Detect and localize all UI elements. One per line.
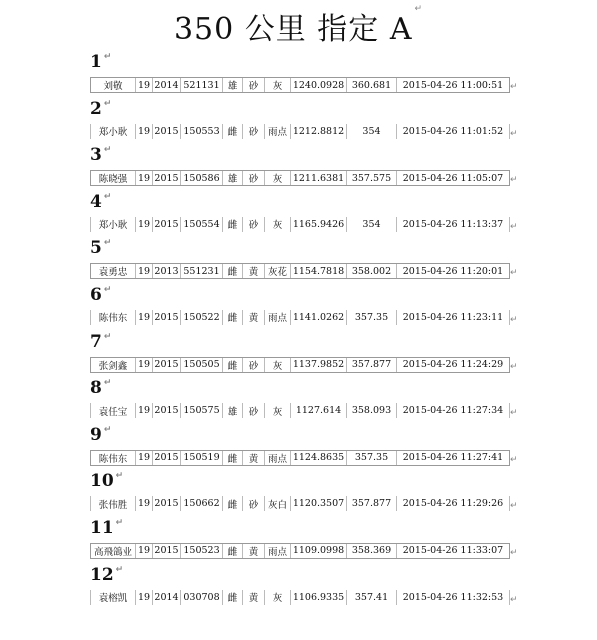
record-entry	[0, 376, 597, 423]
rank-number: 11	[90, 517, 114, 538]
table-cell: 150586	[181, 171, 223, 185]
paragraph-mark-icon: ↵	[103, 52, 112, 62]
table-cell: 2014	[153, 78, 181, 92]
table-cell: 357.877	[347, 496, 397, 511]
table-cell: 灰	[265, 590, 291, 605]
table-cell: 刘敬	[91, 78, 136, 92]
rank-heading	[90, 99, 111, 119]
paragraph-mark-icon: ↵	[510, 408, 518, 419]
table-cell: 灰	[265, 403, 291, 418]
table-cell: 19	[136, 358, 153, 372]
table-cell: 551231	[181, 264, 223, 278]
paragraph-mark-icon: ↵	[510, 361, 518, 372]
paragraph-mark-icon: ↵	[510, 594, 518, 605]
rank-number: 10	[90, 471, 114, 492]
table-cell: 陈晓强	[91, 171, 136, 185]
table-cell: 砂	[243, 496, 265, 511]
rank-number: 6	[90, 284, 102, 305]
document-title-text: 350 公里 指定 A	[173, 12, 413, 47]
table-row	[90, 170, 510, 186]
table-cell: 19	[136, 403, 153, 418]
table-cell: 2015-04-26 11:29:26	[402, 498, 504, 510]
table-cell: 雄	[223, 78, 243, 92]
table-cell: 19	[136, 171, 153, 185]
document-title	[0, 4, 597, 48]
table-cell: 150505	[181, 358, 223, 372]
table-cell: 2015-04-26 11:27:34	[402, 405, 504, 417]
table-cell: 2015	[153, 544, 181, 558]
table-cell: 19	[136, 544, 153, 558]
table-cell: 灰白	[265, 496, 291, 511]
table-cell: 1165.9426	[291, 217, 347, 232]
table-cell: 2013	[153, 264, 181, 278]
rank-number: 2	[90, 98, 102, 119]
table-cell: 砂	[243, 358, 265, 372]
table-cell: 030708	[181, 590, 223, 605]
table-cell: 雨点	[265, 451, 291, 465]
table-cell: 19	[136, 590, 153, 605]
table-cell: 360.681	[347, 78, 397, 92]
table-cell: 1212.8812	[291, 124, 347, 139]
table-cell: 雄	[223, 403, 243, 418]
table-cell: 郑小耿	[91, 217, 136, 232]
table-cell: 19	[136, 217, 153, 232]
record-entry	[0, 469, 597, 516]
table-cell: 358.002	[347, 264, 397, 278]
record-entry	[0, 516, 597, 563]
table-cell: 1137.9852	[291, 358, 347, 372]
table-cell: 黄	[243, 590, 265, 605]
table-cell: 1141.0262	[291, 310, 347, 325]
table-cell: 2015-04-26 11:01:52	[402, 125, 504, 137]
table-row	[90, 357, 510, 373]
rank-heading	[90, 332, 111, 352]
table-cell: 2015	[153, 310, 181, 325]
table-cell: 521131	[181, 78, 223, 92]
table-cell: 358.093	[347, 403, 397, 418]
table-cell: 2015-04-26 11:05:07	[402, 172, 504, 184]
rank-heading	[90, 378, 111, 398]
table-cell: 砂	[243, 171, 265, 185]
table-cell: 2015-04-26 11:20:01	[402, 265, 504, 277]
table-cell: 150522	[181, 310, 223, 325]
table-cell: 1124.8635	[291, 451, 347, 465]
table-cell: 砂	[243, 124, 265, 139]
table-row	[90, 310, 510, 325]
paragraph-mark-icon: ↵	[103, 331, 112, 342]
table-cell: 黄	[243, 451, 265, 465]
table-cell: 灰花	[265, 264, 291, 278]
paragraph-mark-icon: ↵	[510, 268, 518, 279]
table-cell: 雌	[223, 544, 243, 558]
rank-number: 4	[90, 191, 102, 212]
table-cell: 150662	[181, 496, 223, 511]
paragraph-mark-icon: ↵	[510, 501, 518, 512]
paragraph-mark-icon: ↵	[510, 175, 518, 186]
rank-number: 7	[90, 331, 102, 352]
table-cell: 雌	[223, 264, 243, 278]
paragraph-mark-icon: ↵	[115, 471, 124, 482]
rank-heading	[90, 192, 111, 212]
table-cell: 雄	[223, 171, 243, 185]
table-cell: 雌	[223, 358, 243, 372]
rank-number: 1	[90, 52, 102, 72]
table-cell: 2015-04-26 11:32:53	[402, 591, 504, 603]
table-cell: 张剑鑫	[91, 358, 136, 372]
rank-heading	[90, 471, 123, 491]
table-cell: 1127.614	[291, 403, 347, 418]
table-cell: 2015-04-26 11:33:07	[402, 545, 504, 557]
paragraph-mark-icon: ↵	[115, 517, 124, 528]
table-cell: 郑小耿	[91, 124, 136, 139]
paragraph-mark-icon: ↵	[103, 284, 112, 295]
table-cell: 砂	[243, 217, 265, 232]
table-cell: 2015	[153, 217, 181, 232]
paragraph-mark-icon: ↵	[103, 145, 112, 156]
paragraph-mark-icon: ↵	[510, 82, 518, 92]
record-entry	[0, 330, 597, 377]
table-cell: 1211.6381	[291, 171, 347, 185]
rank-number: 12	[90, 564, 114, 585]
table-cell: 雌	[223, 310, 243, 325]
paragraph-mark-icon: ↵	[103, 424, 112, 435]
table-cell: 150519	[181, 451, 223, 465]
table-cell: 2015	[153, 358, 181, 372]
rank-heading	[90, 285, 111, 305]
paragraph-mark-icon: ↵	[510, 454, 518, 465]
table-cell: 357.35	[347, 310, 397, 325]
paragraph-mark-icon: ↵	[510, 314, 518, 325]
table-cell: 19	[136, 78, 153, 92]
table-cell: 2015-04-26 11:27:41	[402, 452, 504, 464]
table-row	[90, 543, 510, 559]
table-cell: 雌	[223, 124, 243, 139]
table-row	[90, 590, 510, 605]
table-cell: 2015	[153, 124, 181, 139]
table-cell: 1109.0998	[291, 544, 347, 558]
table-cell: 雨点	[265, 310, 291, 325]
table-cell: 357.575	[347, 171, 397, 185]
table-cell: 357.41	[347, 590, 397, 605]
table-row	[90, 217, 510, 232]
table-cell: 357.877	[347, 358, 397, 372]
table-cell: 黄	[243, 544, 265, 558]
table-row	[90, 496, 510, 511]
paragraph-mark-icon: ↵	[103, 378, 112, 389]
rank-heading	[90, 145, 111, 165]
table-cell: 砂	[243, 403, 265, 418]
table-row	[90, 403, 510, 418]
table-row	[90, 77, 510, 93]
table-cell: 1154.7818	[291, 264, 347, 278]
table-cell: 雨点	[265, 124, 291, 139]
table-cell: 19	[136, 451, 153, 465]
rank-number: 8	[90, 378, 102, 399]
table-cell: 黄	[243, 310, 265, 325]
table-cell: 2014	[153, 590, 181, 605]
record-entry	[0, 423, 597, 470]
table-cell: 黄	[243, 264, 265, 278]
table-cell: 2015-04-26 11:24:29	[402, 359, 504, 371]
table-cell: 雌	[223, 496, 243, 511]
table-cell: 150554	[181, 217, 223, 232]
table-cell: 19	[136, 310, 153, 325]
table-cell: 陈伟东	[91, 451, 136, 465]
record-entry	[0, 283, 597, 330]
table-cell: 2015	[153, 496, 181, 511]
rank-number: 5	[90, 238, 102, 259]
table-cell: 150523	[181, 544, 223, 558]
table-cell: 灰	[265, 217, 291, 232]
table-cell: 19	[136, 124, 153, 139]
table-cell: 2015-04-26 11:13:37	[402, 218, 504, 230]
rank-heading	[90, 425, 111, 445]
paragraph-mark-icon: ↵	[103, 98, 112, 109]
records-list	[0, 50, 597, 609]
record-entry	[0, 236, 597, 283]
paragraph-mark-icon: ↵	[414, 4, 424, 14]
table-row	[90, 263, 510, 279]
table-cell: 2015	[153, 451, 181, 465]
table-cell: 雌	[223, 217, 243, 232]
table-cell: 灰	[265, 171, 291, 185]
table-cell: 2015	[153, 403, 181, 418]
rank-heading	[90, 52, 111, 72]
record-entry	[0, 563, 597, 610]
record-entry	[0, 143, 597, 190]
table-cell: 砂	[243, 78, 265, 92]
table-cell: 354	[347, 217, 397, 232]
rank-number: 3	[90, 145, 102, 166]
table-cell: 150575	[181, 403, 223, 418]
table-cell: 19	[136, 496, 153, 511]
paragraph-mark-icon: ↵	[103, 238, 112, 249]
table-cell: 358.369	[347, 544, 397, 558]
rank-heading	[90, 238, 111, 258]
table-cell: 2015	[153, 171, 181, 185]
table-cell: 357.35	[347, 451, 397, 465]
record-entry	[0, 190, 597, 237]
table-cell: 19	[136, 264, 153, 278]
table-cell: 雌	[223, 590, 243, 605]
table-cell: 1106.9335	[291, 590, 347, 605]
table-cell: 1240.0928	[291, 78, 347, 92]
table-cell: 张伟胜	[91, 496, 136, 511]
paragraph-mark-icon: ↵	[115, 564, 124, 575]
table-cell: 150553	[181, 124, 223, 139]
table-cell: 1120.3507	[291, 496, 347, 511]
table-cell: 陈伟东	[91, 310, 136, 325]
table-cell: 雌	[223, 451, 243, 465]
table-cell: 灰	[265, 358, 291, 372]
table-cell: 袁榕凯	[91, 590, 136, 605]
table-cell: 袁勇忠	[91, 264, 136, 278]
table-row	[90, 124, 510, 139]
paragraph-mark-icon: ↵	[510, 221, 518, 232]
rank-heading	[90, 565, 123, 585]
table-cell: 354	[347, 124, 397, 139]
table-cell: 2015-04-26 11:00:51	[402, 79, 504, 91]
record-entry	[0, 50, 597, 97]
table-row	[90, 450, 510, 466]
table-cell: 雨点	[265, 544, 291, 558]
paragraph-mark-icon: ↵	[510, 547, 518, 558]
table-cell: 灰	[265, 78, 291, 92]
table-cell: 高飛鴿业	[91, 544, 136, 558]
paragraph-mark-icon: ↵	[103, 191, 112, 202]
record-entry	[0, 97, 597, 144]
rank-number: 9	[90, 424, 102, 445]
table-cell: 2015-04-26 11:23:11	[402, 311, 504, 323]
table-cell: 袁任宝	[91, 403, 136, 418]
paragraph-mark-icon: ↵	[510, 128, 518, 139]
rank-heading	[90, 518, 123, 538]
